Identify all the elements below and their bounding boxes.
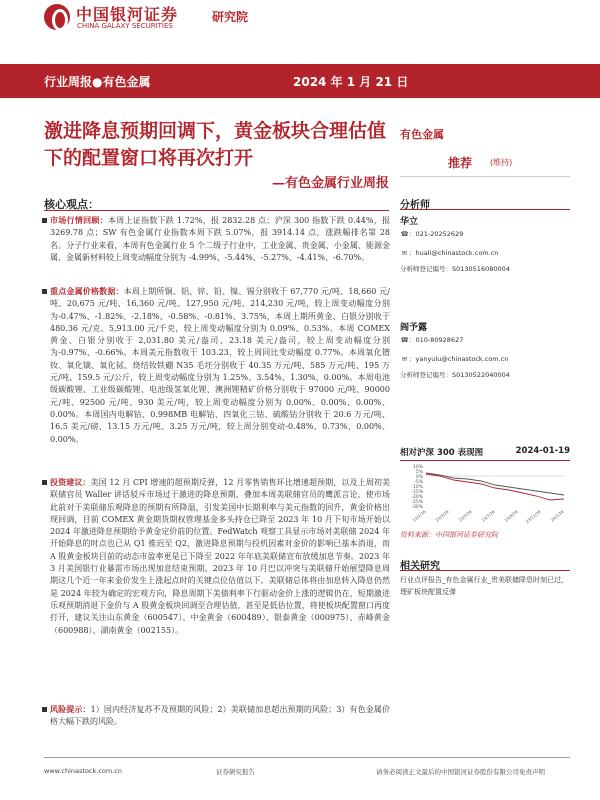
report-subtitle: —有色金属行业周报 <box>271 176 389 191</box>
sector-label: 有色金属 <box>400 128 444 141</box>
y-tick-label: -5% <box>414 480 423 485</box>
y-tick-label: 0% <box>415 475 423 480</box>
bullet-lead: 重点金属价格数据： <box>50 286 124 296</box>
key-points-heading: 核心观点： <box>44 198 99 211</box>
analyst-email[interactable]: huali@chinastock.com.cn <box>415 249 499 257</box>
series-line <box>426 474 564 500</box>
x-tick-label: 23/3/16 <box>434 508 450 523</box>
divider <box>400 209 570 210</box>
x-tick-label: 23/7/16 <box>480 508 496 523</box>
rating-label: 推荐 <box>448 156 473 170</box>
footer-url[interactable]: www.chinastock.com.cn <box>44 767 122 775</box>
x-tick-label: 24/1/16 <box>549 508 565 523</box>
bullet-market-review <box>50 214 390 264</box>
bullet-risk-warning <box>50 703 390 729</box>
y-tick-label: -20% <box>411 495 423 500</box>
y-tick-label: 5% <box>415 470 423 475</box>
footer-divider <box>44 757 570 758</box>
chart-heading <box>400 446 570 458</box>
analyst-phone: 021-20252629 <box>415 230 464 238</box>
analyst-phone-row: ☎：010-80928627 <box>400 336 464 344</box>
related-research-link[interactable]: 行业点评报告_有色金属行业_贵美联储降息时刻已过，理矿板块配置反弹 <box>400 576 568 596</box>
bullet-icon <box>42 480 47 485</box>
bullet-investment-advice <box>50 476 390 637</box>
bullet-text: 本周上期所铜、铝、锌、铅、镍、锡分别收于 67,770 元/吨、18,660 元/吨、20,675 元/吨、16,360 元/吨、127,950 元/吨、214,230 元/吨，较上周变动幅度分别为-0.47%、-1.82%、-2.18%、-0.58%、-0.81%、3.75%，本周上期所黄金、白银分别收于 480.36 元/克、5,913.00 元/千克，较上周变动幅度分别为 0.09%、0.53%。本周 COMEX 黄金、白银分别收于 2,031.80 美元/盎司、23.18 美元/盎司，较上周变动幅度分别为-0.97%、-0.66%。本周美元指数收于 103.23，较上周同比变动幅度 0.77%。本周氧化镨钕、氧化镝、氧化铽、烧结钕铁硼 N35 毛坯分别收于 40.35 万元/吨、585 万元/吨、195 万元/吨、159.5 元/公斤，较上周变动幅度分别为 1.25%、3.54%、1.30%、0.00%。本周电池级碳酸锂、工业级碳酸锂、电池级氢氧化锂、澳洲锂精矿价格分别收于 97000 元/吨、90000 元/吨、92500 元/吨、930 美元/吨，较上周变动幅度分别为 0.00%、0.00%、0.00%、0.00%。本周国内电解钴、0.998MB 电解钴、四氧化三钴、硫酸钴分别收于 20.6 万元/吨、16.5 美元/磅、13.15 万元/吨、3.25 万元/吨，较上周分别变动-0.48%、0.73%、0.00%、0.00%。 <box>50 287 390 444</box>
y-tick-label: -10% <box>411 485 423 490</box>
performance-chart <box>396 462 572 528</box>
divider <box>400 460 570 461</box>
report-title: 激进降息预期回调下，黄金板块合理估值下的配置窗口将再次打开 <box>44 120 387 169</box>
logo-icon <box>44 4 70 30</box>
y-tick-label: -15% <box>411 490 423 495</box>
x-tick-label: 23/5/16 <box>457 508 473 523</box>
footer-disclaimer: 请务必阅读正文最后的中国银河证券股份有限公司免责声明 <box>376 768 545 776</box>
phone-icon: ☎ <box>400 336 409 344</box>
phone-icon: ☎ <box>400 230 409 238</box>
y-tick-label: -30% <box>411 505 423 510</box>
bullet-icon <box>42 218 47 223</box>
analyst-name: 华立 <box>400 217 419 227</box>
bullet-lead: 投资建议： <box>50 477 91 487</box>
analyst-cert: 分析师登记编号：S0130522040004 <box>400 371 510 379</box>
bullet-metal-prices <box>50 285 390 446</box>
footer-label: 证券研究报告 <box>216 768 255 776</box>
analyst-name: 阎予露 <box>400 323 428 333</box>
bullet-text: 本周上证指数下跌 1.72%，报 2832.28 点；沪深 300 指数下跌 0.44%，报 3269.78 点；SW 有色金属行业指数本周下跌 5.07%，报 3914.14 点，涨跌幅排名第 28 名。分子行业来看，本周有色金属行业 5 个二级子行业中，工业金属、贵金属、小金属、能源金属、金属新材料较上周变动幅度分别为 -4.99%、-5.44%、-5.27%、-4.41%、-6.70%。 <box>50 216 390 262</box>
bullet-icon <box>42 289 47 294</box>
analyst-phone: 010-80928627 <box>415 336 464 344</box>
logo-subtitle: CHINA GALAXY SECURITIES <box>77 22 173 30</box>
x-tick-label: 23/1/16 <box>411 508 427 523</box>
chart-source: 资料来源：中国银河证券研究院 <box>400 531 498 539</box>
email-icon: ✉ <box>401 355 408 363</box>
department-label: 研究院 <box>212 10 249 24</box>
x-tick-label: 23/9/16 <box>503 508 519 523</box>
divider <box>400 570 570 571</box>
bullet-lead: 市场行情回顾： <box>50 215 108 225</box>
bullet-text: 1）国内经济复苏不及预期的风险；2）美联储加息超出预期的风险；3）有色金属价格大幅下跌的风险。 <box>50 705 390 727</box>
rating-note: (维持) <box>490 158 513 167</box>
bullet-text: 美国 12 月 CPI 增速的超预期反弹，12 月零售销售环比增速超预期，以及上周初美联储官员 Waller 讲话驳斥市场过于激进的降息预期，叠加本周美联储官员的鹰派言论，使市场此前对于美联储乐观降息的预期有所降温，引发美国中长期利率与美元指数的回升，黄金价格出现回调，目前 COMEX 黄金期货期权管理基金多头持仓已降至 2023 年 10 月下旬市场开始以 2024 年激进降息预期给予黄金定价前的位置。FedWatch 观察工具显示市场对美联储 2024 年开始降息的时点也已从 Q1 推迟至 Q2，激进降息预期与投机因素对金价的影响已基本消退，而 A 股黄金板块目前的动态市盈率更是已下降至 2022 年年底美联储宣布放缓加息节奏。2023 年 3 月美国银行业暴雷市场出现加息结束预期。2023 年 10 月巴以冲突与美联储开始展望降息周期这几个近一年来金价发生上涨起点时的关键点位估值以下。美联储总体将由加息转入降息仍然是 2024 年较为确定的宏观方向，降息周期下美债利率下行驱动金价上涨的逻辑仍在，短期激进乐观预期消退下金价与 A 股黄金板块回调至合理估值，甚至是低估位置，将使板块配置窗口再度打开，建议关注山东黄金（600547）、中金黄金（600489）、银泰黄金（000975）、赤峰黄金（600988）、湖南黄金（002155）。 <box>50 478 390 635</box>
chart-date: 2024-01-19 <box>515 446 570 456</box>
analyst-heading: 分析师 <box>400 200 430 211</box>
analyst-email[interactable]: yanyulu@chinastock.com.cn <box>415 355 509 363</box>
x-tick-label: 23/11/16 <box>524 508 542 525</box>
bullet-icon <box>42 707 47 712</box>
report-type: 行业周报●有色金属 <box>44 75 151 89</box>
analyst-email-row: ✉ ：yanyulu@chinastock.com.cn <box>401 355 509 363</box>
series-line <box>426 473 564 495</box>
email-icon: ✉ <box>401 249 408 257</box>
y-tick-label: -25% <box>411 500 423 505</box>
analyst-cert: 分析师登记编号：S0130516080004 <box>400 265 510 273</box>
divider <box>400 176 570 177</box>
y-tick-label: 10% <box>412 465 423 470</box>
analyst-phone-row: ☎：021-20252629 <box>400 230 464 238</box>
divider <box>44 210 389 211</box>
analyst-email-row: ✉ ：huali@chinastock.com.cn <box>401 249 499 257</box>
related-heading: 相关研究 <box>400 561 440 572</box>
chart-title: 相对沪深 300 表现图 <box>400 448 484 458</box>
logo-title: 中国银河证券 <box>76 5 179 24</box>
bullet-lead: 风险提示： <box>50 704 91 714</box>
report-date: 2024 年 1 月 21 日 <box>293 75 409 89</box>
